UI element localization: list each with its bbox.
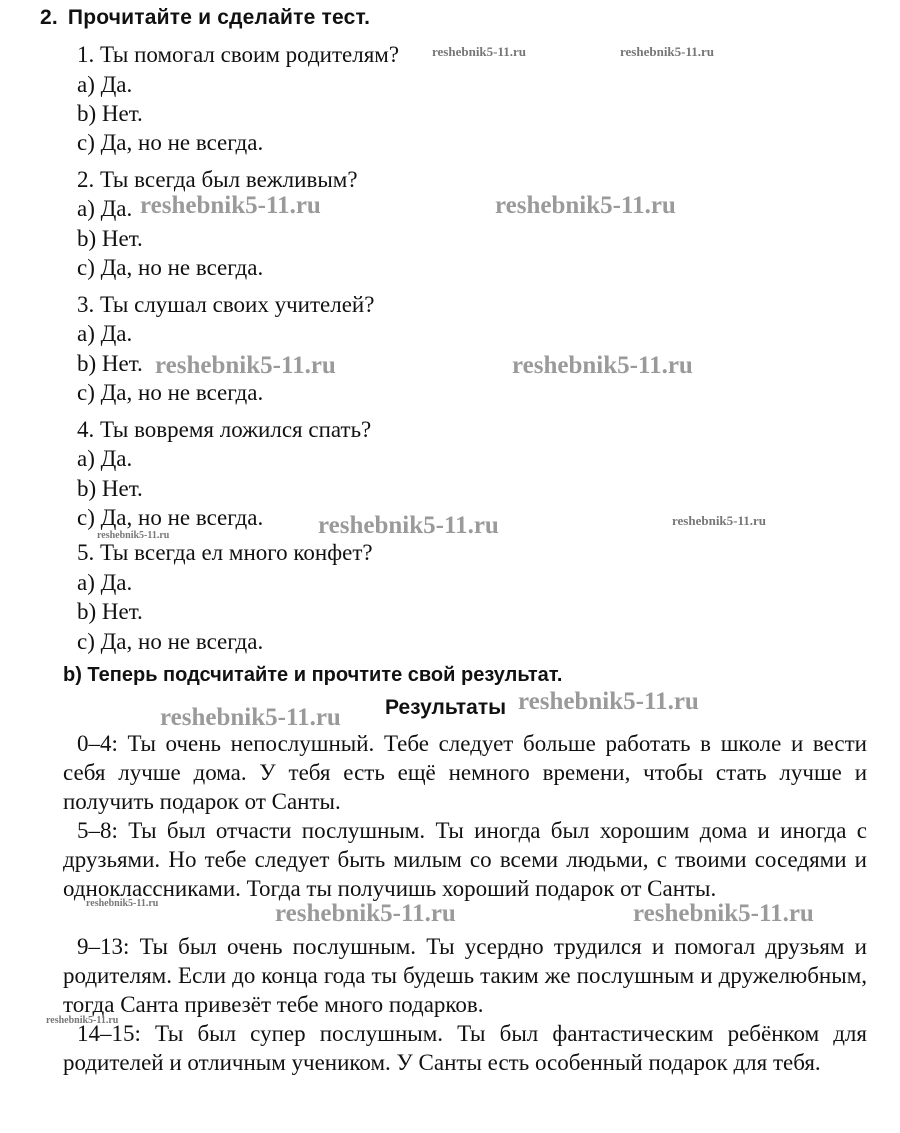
question-5-option-c: c) Да, но не всегда. — [77, 629, 264, 654]
watermark: reshebnik5-11.ru — [46, 1015, 119, 1026]
question-2-option-b: b) Нет. — [77, 226, 143, 251]
results-title: Результаты — [385, 696, 507, 719]
result-text: 0–4: Ты очень непослушный. Тебе следует больше работать в школе и вести себя лучше дома. У тебя есть ещё немного времени, чтобы стать лучше и получить подарок от Санты. — [63, 731, 867, 814]
question-5-option-a: a) Да. — [77, 570, 133, 595]
question-1-option-a: a) Да. — [77, 72, 133, 97]
result-paragraph-5-8 — [63, 816, 867, 903]
exercise-number: 2. — [40, 6, 58, 29]
watermark: reshebnik5-11.ru — [318, 512, 499, 539]
question-2-option-a: a) Да. — [77, 196, 133, 221]
watermark: reshebnik5-11.ru — [155, 352, 336, 379]
question-3-option-c: c) Да, но не всегда. — [77, 380, 264, 405]
question-4-option-c: c) Да, но не всегда. — [77, 505, 264, 530]
result-paragraph-9-13 — [63, 932, 867, 1019]
question-1-option-c: c) Да, но не всегда. — [77, 130, 264, 155]
watermark: reshebnik5-11.ru — [160, 704, 341, 731]
watermark: reshebnik5-11.ru — [672, 513, 767, 528]
watermark: reshebnik5-11.ru — [86, 898, 159, 909]
watermark: reshebnik5-11.ru — [495, 192, 676, 219]
question-3-option-b: b) Нет. — [77, 351, 143, 376]
result-text: 9–13: Ты был очень послушным. Ты усердно трудился и помогал друзьям и родителям. Если до конца года ты будешь таким же послушным и дружелюбным, тогда Санта привезёт тебе много подарков. — [63, 934, 867, 1017]
watermark: reshebnik5-11.ru — [97, 530, 170, 541]
result-paragraph-0-4 — [63, 729, 867, 816]
result-text: 14–15: Ты был супер послушным. Ты был фантастическим ребёнком для родителей и отличным учеником. У Санты есть особенный подарок для тебя. — [63, 1021, 867, 1075]
watermark: reshebnik5-11.ru — [140, 192, 321, 219]
watermark: reshebnik5-11.ru — [512, 352, 693, 379]
question-2-option-c: c) Да, но не всегда. — [77, 255, 264, 280]
watermark: reshebnik5-11.ru — [432, 44, 527, 59]
question-5: 5. Ты всегда ел много конфет? — [77, 540, 373, 565]
question-2: 2. Ты всегда был вежливым? — [77, 167, 358, 192]
exercise-title: Прочитайте и сделайте тест. — [67, 6, 371, 29]
question-5-option-b: b) Нет. — [77, 599, 143, 624]
watermark: reshebnik5-11.ru — [620, 44, 715, 59]
question-3-option-a: a) Да. — [77, 321, 133, 346]
question-1-option-b: b) Нет. — [77, 101, 143, 126]
question-3: 3. Ты слушал своих учителей? — [77, 292, 375, 317]
result-paragraph-14-15 — [63, 1019, 867, 1077]
question-4-option-b: b) Нет. — [77, 476, 143, 501]
result-text: 5–8: Ты был отчасти послушным. Ты иногда был хорошим дома и иногда с друзьями. Но тебе следует быть милым со всеми людьми, с твоими соседями и одноклассниками. Тогда ты получишь хороший подарок от Санты. — [63, 818, 867, 901]
question-1: 1. Ты помогал своим родителям? — [77, 42, 400, 67]
watermark: reshebnik5-11.ru — [518, 688, 699, 715]
watermark: reshebnik5-11.ru — [633, 900, 814, 927]
question-4: 4. Ты вовремя ложился спать? — [77, 417, 372, 442]
exercise-heading — [40, 6, 370, 30]
watermark: reshebnik5-11.ru — [275, 900, 456, 927]
part-b-instruction: b) Теперь подсчитайте и прочтите свой результат. — [63, 664, 563, 686]
question-4-option-a: a) Да. — [77, 446, 133, 471]
